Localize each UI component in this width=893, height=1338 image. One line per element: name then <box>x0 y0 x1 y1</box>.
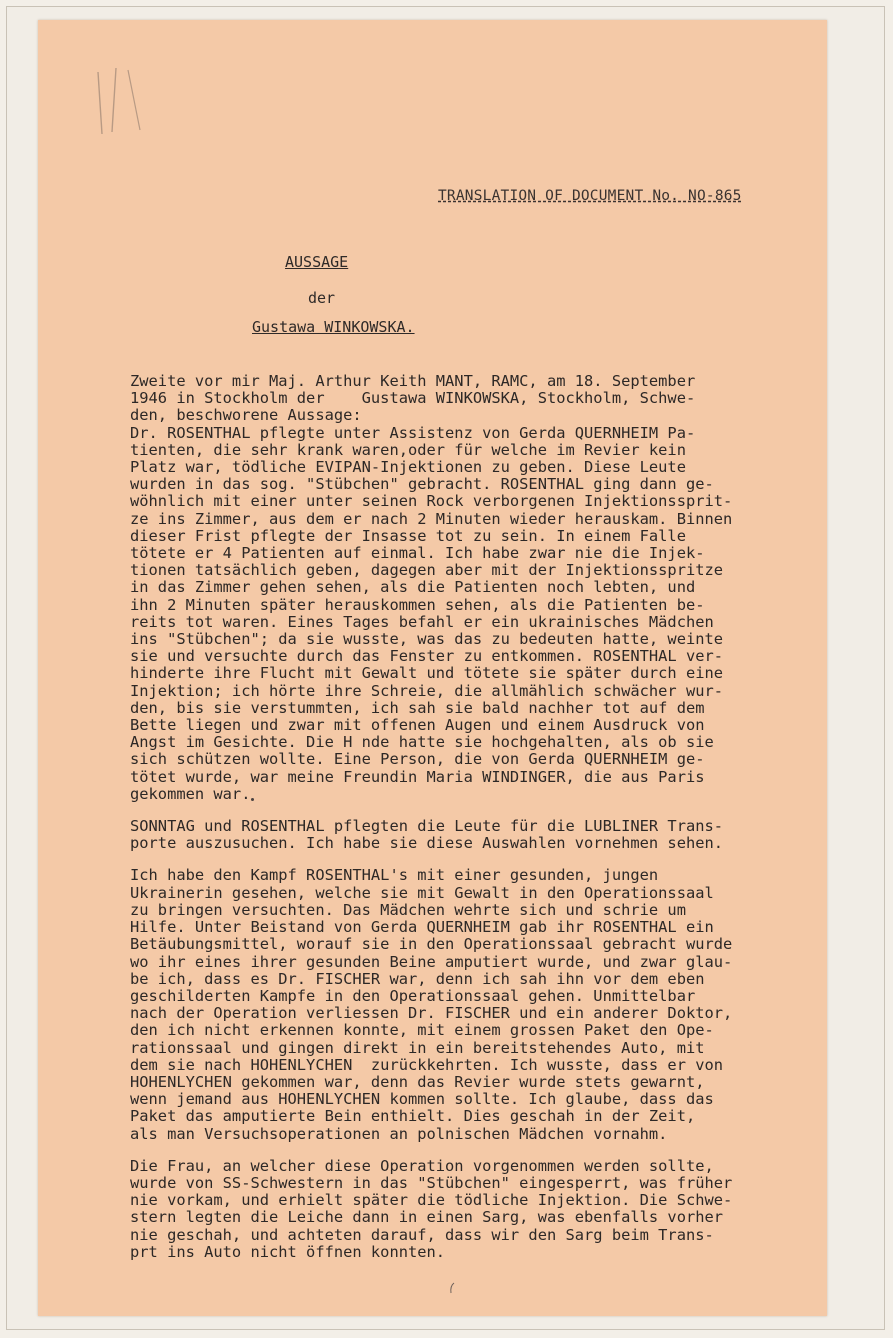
paragraph: SONNTAG und ROSENTHAL pflegten die Leute für die LUBLINER Trans- porte auszusuchen. Ich habe sie diese Auswahlen vornehmen sehen. <box>130 817 724 853</box>
document-body <box>130 373 790 1276</box>
subject-name: Gustawa WINKOWSKA. <box>252 318 415 336</box>
paragraph-intro: Zweite vor mir Maj. Arthur Keith MANT, RAMC, am 18. September 1946 in Stockholm der Gustawa WINKOWSKA, Stockholm, Schwe- den, beschworene Aussage: <box>130 372 696 425</box>
title-der: der <box>308 289 336 307</box>
footer-mark-icon <box>448 1282 456 1294</box>
document-title: AUSSAGE <box>285 253 349 271</box>
paragraph: Die Frau, an welcher diese Operation vorgenommen werden sollte, wurde von SS-Schwestern in das "Stübchen" eingesperrt, was früher nie vorkam, und erhielt später die tödliche Injektion. Die Schwe- stern legten die Leiche dann in einen Sarg, was ebenfalls vorher nie geschah, und achteten darauf, dass wir den Sarg beim Trans- prt ins Auto nicht öffnen konnten. <box>130 1156 733 1261</box>
ink-dot <box>251 798 254 801</box>
document-reference: TRANSLATION OF DOCUMENT No. NO-865 <box>438 188 742 204</box>
pencil-mark-icon <box>88 62 158 142</box>
paragraph: Dr. ROSENTHAL pflegte unter Assistenz von Gerda QUERNHEIM Pa- tienten, die sehr krank waren,oder für welche im Revier kein Platz war, tödliche EVIPAN-Injektionen zu geben. Diese Leute wurden in das sog. "Stübchen" gebracht. ROSENTHAL ging dann ge- wöhnlich mit einer unter seinen Rock verborgenen Injektionssprit- ze ins Zimmer, aus dem er nach 2 Minuten wieder herauskam. Binnen dieser Frist pflegte der Insasse tot zu sein. In einem Falle tötete er 4 Patienten auf einmal. Ich habe zwar nie die Injek- tionen tatsächlich geben, dagegen aber mit der Injektionsspritze in das Zimmer gehen sehen, als die Patienten noch lebten, und ihn 2 Minuten später herauskommen sehen, als die Patienten be- reits tot waren. Eines Tages befahl er ein ukrainisches Mädchen ins "Stübchen"; da sie wusste, was das zu bedeuten hatte, weinte sie und versuchte durch das Fenster zu entkommen. ROSENTHAL ver- hinderte ihre Flucht mit Gewalt und tötete sie später durch eine Injektion; ich hörte ihre Schreie, die allmählich schwächer wur- den, bis sie verstummten, ich sah sie bald nachher tot auf dem Bette liegen und zwar mit offenen Augen und einem Ausdruck von Angst im Gesichte. Die H nde hatte sie hochgehalten, als ob sie sich schützen wollte. Eine Person, die von Gerda QUERNHEIM ge- tötet wurde, war meine Freundin Maria WINDINGER, die aus Paris gekommen war. <box>130 423 733 803</box>
paragraph: Ich habe den Kampf ROSENTHAL's mit einer gesunden, jungen Ukrainerin gesehen, welche sie mit Gewalt in den Operationssaal zu bringen versuchten. Das Mädchen wehrte sich und schrie um Hilfe. Unter Beistand von Gerda QUERNHEIM gab ihr ROSENTHAL ein Betäubungsmittel, worauf sie in den Operationssaal gebracht wurde wo ihr eines ihrer gesunden Beine amputiert wurde, und zwar glau- be ich, dass es Dr. FISCHER war, denn ich sah ihn vor dem eben geschilderten Kampfe in den Operationssaal gehen. Unmittelbar nach der Operation verliessen Dr. FISCHER und ein anderer Doktor, den ich nicht erkennen konnte, mit einem grossen Paket den Ope- rationssaal und gingen direkt in ein bereitstehendes Auto, mit dem sie nach HOHENLYCHEN zurückkehrten. Ich wusste, dass er von HOHENLYCHEN gekommen war, denn das Revier wurde stets gewarnt, wenn jemand aus HOHENLYCHEN kommen sollte. Ich glaube, dass das Paket das amputierte Bein enthielt. Dies geschah in der Zeit, als man Versuchsoperationen an polnischen Mädchen vornahm. <box>130 866 733 1143</box>
